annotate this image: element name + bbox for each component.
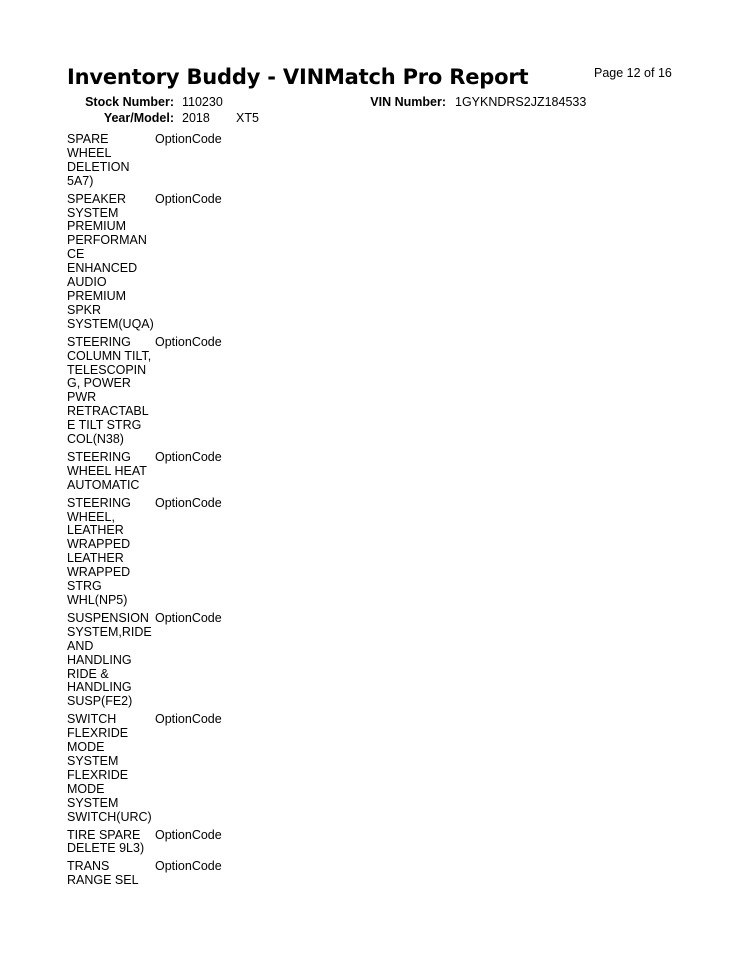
year-model-label: Year/Model: [103,111,174,125]
option-description: TRANS RANGE SEL [67,859,139,888]
vin-number-label: VIN Number: [370,95,446,109]
option-row [67,193,267,336]
option-description: SUSPENSION SYSTEM,RIDE AND HANDLING RIDE & HANDLING SUSP(FE2) [67,610,152,709]
option-type: OptionCode [155,191,222,206]
stock-number-label: Stock Number: [85,95,174,109]
option-description: STEERING COLUMN TILT, TELESCOPIN G, POWER PWR RETRACTABL E TILT STRG COL(N38) [67,334,152,447]
report-title: Inventory Buddy - VINMatch Pro Report [67,65,529,89]
year-value: 2018 [182,111,210,125]
option-row [67,451,267,497]
option-row [67,612,267,713]
option-type: OptionCode [155,132,222,146]
option-row [67,497,267,612]
option-row [67,829,267,861]
page-number: Page 12 of 16 [594,66,672,80]
option-type: OptionCode [155,827,222,842]
option-description: STEERING WHEEL HEAT AUTOMATIC [67,449,147,492]
option-description: TIRE SPARE DELETE 9L3) [67,827,145,856]
option-type: OptionCode [155,610,222,625]
option-row [67,713,267,828]
option-row [67,133,267,193]
option-type: OptionCode [155,449,222,464]
option-description: SWITCH FLEXRIDE MODE SYSTEM FLEXRIDE MODE SYSTEM SWITCH(URC) [67,712,152,824]
option-row [67,336,267,451]
option-type: OptionCode [155,859,222,874]
option-type: OptionCode [155,495,222,510]
option-code-list [67,133,267,892]
option-description: SPEAKER SYSTEM PREMIUM PERFORMAN CE ENHANCED AUDIO PREMIUM SPKR SYSTEM(UQA) [67,191,154,331]
vin-number-value: 1GYKNDRS2JZ184533 [455,95,587,109]
option-description: STEERING WHEEL, LEATHER WRAPPED LEATHER WRAPPED STRG WHL(NP5) [67,495,131,607]
option-type: OptionCode [155,334,222,349]
option-description: SPARE WHEEL DELETION 5A7) [67,132,130,188]
option-type: OptionCode [155,712,222,727]
stock-number-value: 110230 [182,95,223,109]
option-row [67,860,267,892]
model-value: XT5 [236,111,259,125]
